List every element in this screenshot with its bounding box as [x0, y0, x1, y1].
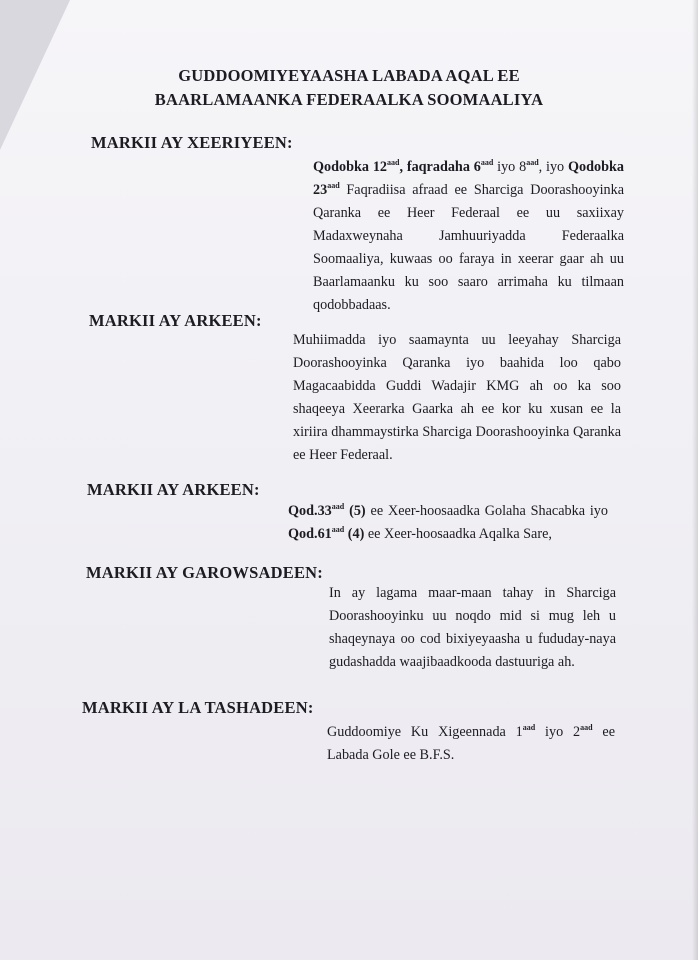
section-heading-la-tashadeen: MARKII AY LA TASHADEEN: [82, 698, 314, 717]
section-paragraph-la-tashadeen: Guddoomiye Ku Xigeennada $1^{aad}$ iyo $2^{aad}$ ee Labada Gole ee B.F.S. [327, 723, 615, 763]
section-paragraph-xeeriyeen: Qodobka $12^{aad}$, faqradaha $6^{aad}$ iyo $8^{aad}$, iyo Qodobka $23^{aad}$ Faqradiisa afraad ee Sharciga Doorashooyinka Qaranka ee Heer Federaal ee uu saxiixay Madaxweynaha Jamhuuriyadda Federaalka Soomaaliya, kuwaas oo faraya in xeerar gaar ah uu Baarlamaanku ku soo saaro arrimaha ku tilmaan qodobbadaas. [313, 158, 624, 313]
section-heading-arkeen-1: MARKII AY ARKEEN: [89, 311, 262, 330]
section-paragraph-arkeen-1: Muhiimadda iyo saamaynta uu leeyahay Sharciga Doorashooyinka Qaranka iyo baahida loo qabo Magacaabidda Guddi Wadajir KMG ah oo ka soo shaqeeya Xeerarka Gaarka ah ee kor ku xusan ee la xiriira dhammaystirka Sharciga Doorashooyinka Qaranka ee Heer Federaal. [293, 332, 621, 463]
document-title-line-2: BAARLAMAANKA FEDERAALKA SOOMAALIYA [154, 90, 544, 109]
section-heading-arkeen-2: MARKII AY ARKEEN: [87, 480, 260, 499]
section-heading-xeeriyeen: MARKII AY XEERIYEEN: [91, 133, 293, 152]
document-title-line-1: GUDDOOMIYEYAASHA LABADA AQAL EE [178, 66, 520, 85]
section-paragraph-arkeen-2: Qod.33$^{aad}$ (5) ee Xeer-hoosaadka Golaha Shacabka iyo Qod.61$^{aad}$ (4) ee Xeer-hoosaadka Aqalka Sare, [288, 502, 608, 542]
section-paragraph-garowsadeen: In ay lagama maar-maan tahay in Sharciga Doorashooyinku uu noqdo mid si mug leh u shaqeynaya oo cod bixiyeyaasha u fududay-naya gudashadda waajibaadkooda dastuuriga ah. [329, 585, 616, 670]
section-heading-garowsadeen: MARKII AY GAROWSADEEN: [86, 563, 323, 582]
page-edge-shadow [692, 0, 698, 960]
